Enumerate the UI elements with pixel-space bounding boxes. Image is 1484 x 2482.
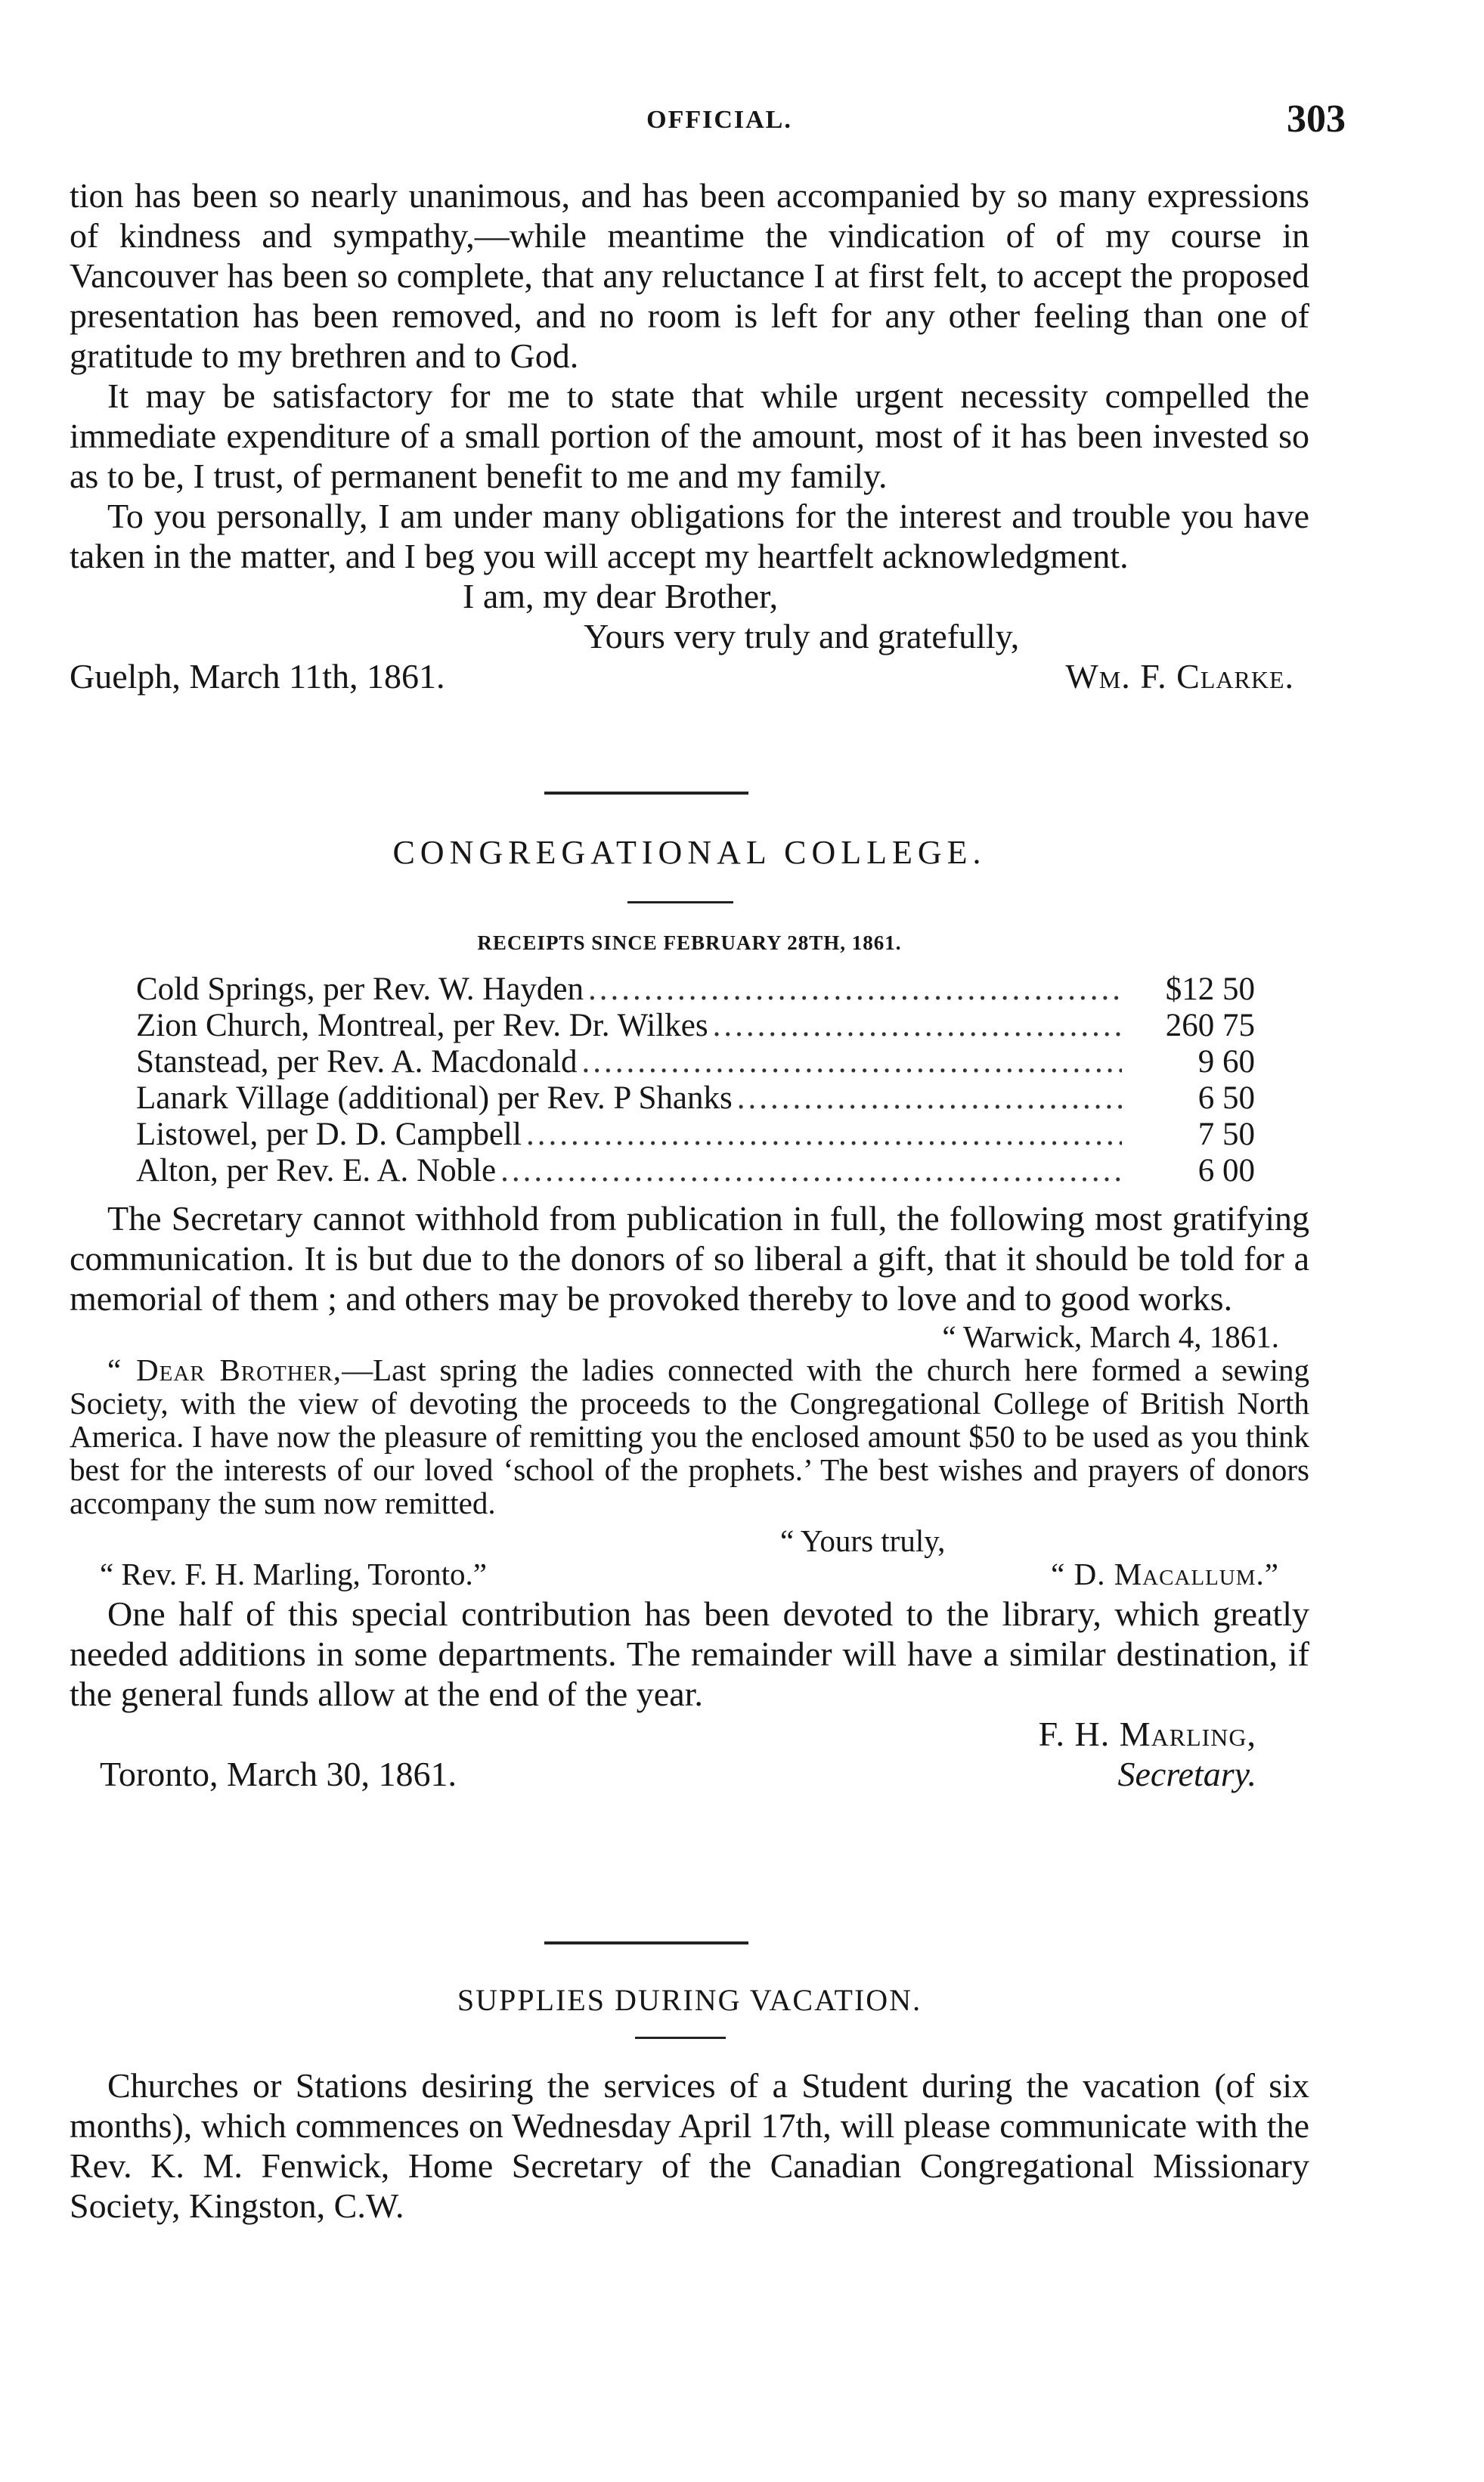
letter-signature: Wm. F. Clarke.: [1065, 657, 1294, 696]
supplies-body: Churches or Stations desiring the services of a Student during the vacation (of six months), which commences on Wednesday April 17th, will please communicate with the Rev. K. M. Fenwick, Home Secretary of the Canadian Congregational Missionary Society, Kingston, C.W.: [70, 2066, 1309, 2225]
receipt-row: [136, 971, 1255, 1008]
quoted-closing: “ Yours truly,: [780, 1523, 946, 1558]
quoted-addressee: “ Rev. F. H. Marling, Toronto.”: [100, 1557, 487, 1591]
leader-dots: [500, 1153, 1122, 1189]
receipt-source: Cold Springs, per Rev. W. Hayden: [136, 971, 584, 1007]
supplies-section: [70, 2065, 1309, 2226]
leader-dots: [737, 1080, 1122, 1117]
receipts-list: [136, 971, 1255, 1189]
secretary-name: F. H. Marling,: [1038, 1715, 1256, 1753]
receipt-row: [136, 1080, 1255, 1117]
receipt-amount: 7 50: [1197, 1117, 1255, 1152]
letter-place-date: Guelph, March 11th, 1861.: [70, 657, 445, 696]
receipt-amount: $12 50: [1165, 971, 1255, 1007]
receipt-source: Zion Church, Montreal, per Rev. Dr. Wilkes: [136, 1008, 708, 1043]
page-number: 303: [1287, 98, 1346, 141]
quoted-signature: “ D. Macallum.”: [1051, 1557, 1279, 1591]
college-intro: The Secretary cannot withhold from publication in full, the following most gratifying communication. It is but due to the donors of so liberal a gift, that it should be told for a memorial of them ; and others may be provoked thereby to love and to good works.: [70, 1199, 1309, 1318]
receipt-source: Stanstead, per Rev. A. Macdonald: [136, 1044, 578, 1080]
receipt-row: [136, 1008, 1255, 1044]
quoted-letter: [70, 1353, 1309, 1520]
letter-signoff: [70, 656, 1309, 696]
letter-paragraph: To you personally, I am under many obligations for the interest and trouble you have taken in the matter, and I beg you will accept my heartfelt acknowledgment.: [70, 497, 1309, 575]
secretary-signoff: [70, 1754, 1309, 1794]
leader-dots: [713, 1008, 1122, 1044]
receipt-row: [136, 1117, 1255, 1153]
letter-paragraph: tion has been so nearly unanimous, and has been accompanied by so many expressions of kindness and sympathy,—while meantime the vindication of of my course in Vancouver has been so complete, that any reluctance I at first felt, to accept the proposed presentation has been removed, and no room is left for any other feeling than one of gratitude to my brethren and to God.: [70, 176, 1309, 375]
secretary-title: Secretary.: [1117, 1755, 1256, 1793]
receipt-amount: 9 60: [1197, 1044, 1255, 1080]
college-heading: CONGREGATIONAL COLLEGE.: [392, 834, 987, 871]
quoted-salutation: “ Dear Brother,: [107, 1353, 342, 1387]
short-rule: [635, 2037, 726, 2039]
letter-closing: Yours very truly and gratefully,: [584, 617, 1020, 655]
quoted-signoff: [70, 1557, 1309, 1591]
receipt-row: [136, 1044, 1255, 1080]
receipt-source: Alton, per Rev. E. A. Noble: [136, 1153, 497, 1188]
leader-dots: [526, 1117, 1122, 1153]
receipt-source: Lanark Village (additional) per Rev. P Shanks: [136, 1080, 733, 1116]
section-divider: [544, 792, 748, 795]
college-outro: One half of this special contribution has been devoted to the library, which greatly needed additions in some departments. The remainder will have a similar destination, if the general funds allow at the end of the year.: [70, 1594, 1309, 1713]
receipt-amount: 6 00: [1197, 1153, 1255, 1188]
letter-section: [70, 175, 1309, 696]
letter-closing: I am, my dear Brother,: [463, 577, 779, 615]
receipt-amount: 6 50: [1197, 1080, 1255, 1116]
receipts-subheading: RECEIPTS SINCE FEBRUARY 28TH, 1861.: [477, 931, 902, 954]
leader-dots: [588, 971, 1122, 1008]
section-divider: [544, 1941, 748, 1944]
college-body: [70, 1198, 1309, 1794]
short-rule: [627, 901, 733, 903]
running-title: OFFICIAL.: [646, 106, 792, 134]
supplies-heading: SUPPLIES DURING VACATION.: [457, 1983, 922, 2017]
college-place-date: Toronto, March 30, 1861.: [100, 1755, 457, 1793]
quoted-body: —Last spring the ladies connected with the church here formed a sewing Society, with the view of devoting the proceeds to the Congregational College of British North America. I have now the pleasure of remitting you the enclosed amount $50 to be used as you think best for the interests of our loved ‘school of the prophets.’ The best wishes and prayers of donors accompany the sum now remitted.: [70, 1353, 1309, 1520]
quoted-date: “ Warwick, March 4, 1861.: [942, 1319, 1279, 1354]
running-header: [72, 91, 1367, 144]
letter-paragraph: It may be satisfactory for me to state that while urgent necessity compelled the immediate expenditure of a small portion of the amount, most of it has been invested so as to be, I trust, of permanent benefit to me and my family.: [70, 376, 1309, 495]
receipt-row: [136, 1153, 1255, 1189]
receipt-amount: 260 75: [1165, 1008, 1255, 1043]
receipt-source: Listowel, per D. D. Campbell: [136, 1117, 522, 1152]
leader-dots: [582, 1044, 1122, 1080]
